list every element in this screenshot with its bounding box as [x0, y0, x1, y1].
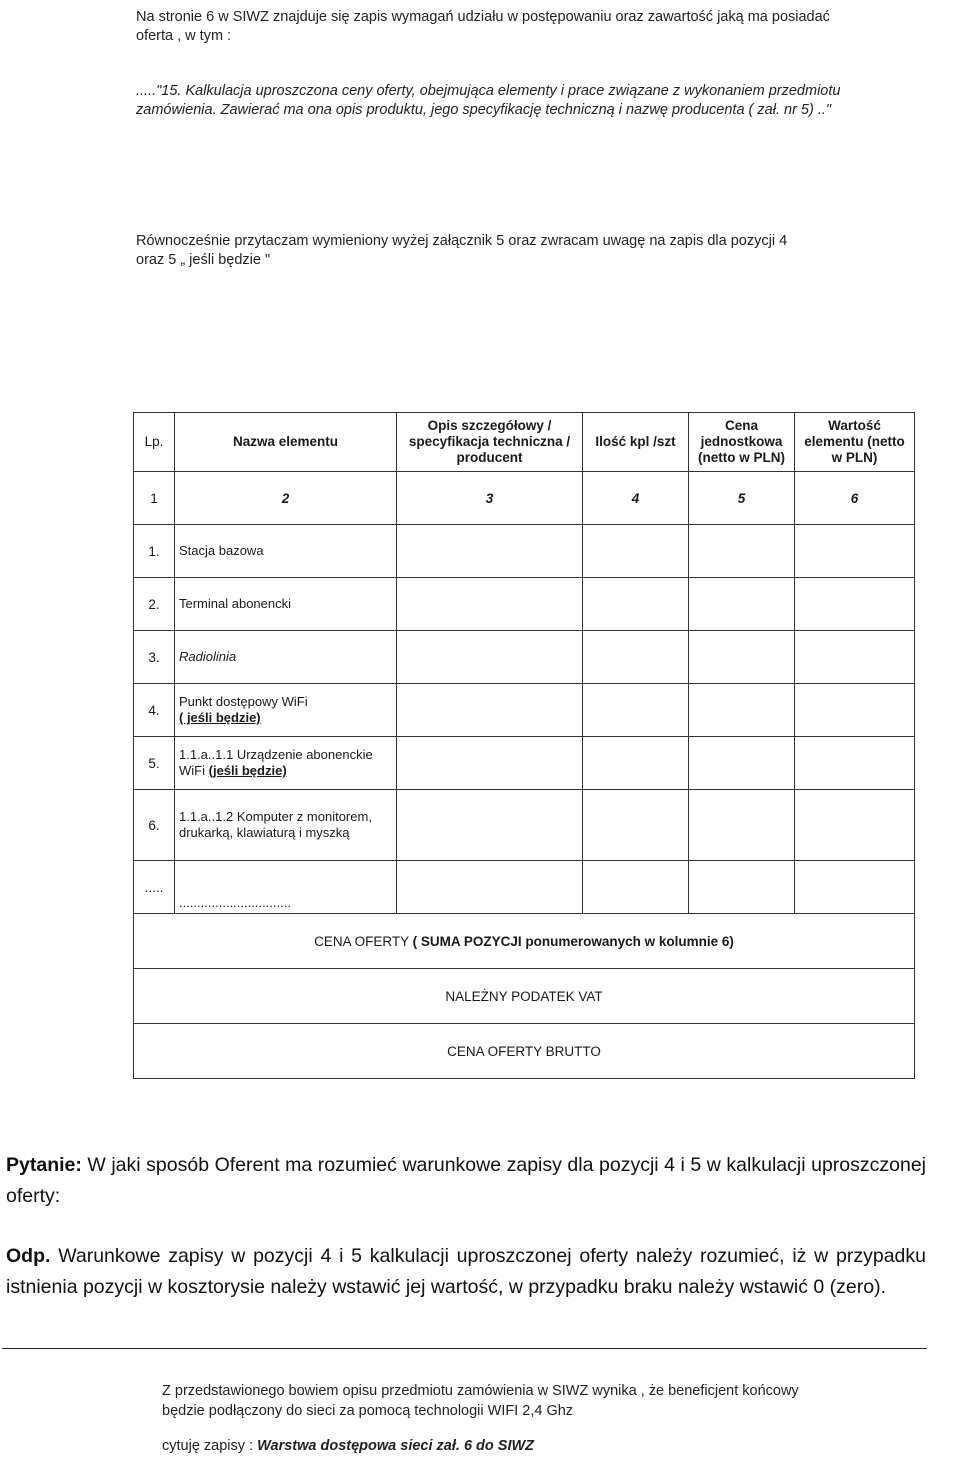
row-cell	[583, 790, 689, 861]
row-cell	[397, 631, 583, 684]
row-cell	[689, 737, 795, 790]
row-number: .....	[134, 861, 175, 914]
row-number: 2.	[134, 578, 175, 631]
row-cell	[795, 631, 915, 684]
row-number: 3.	[134, 631, 175, 684]
row-cell	[397, 790, 583, 861]
row-cell	[583, 525, 689, 578]
question-text: W jaki sposób Oferent ma rozumieć warunkowe zapisy dla pozycji 4 i 5 w kalkulacji uproszczonej oferty:	[6, 1154, 926, 1207]
row-name	[175, 790, 397, 861]
offer-total-row	[134, 914, 915, 969]
row-cell	[397, 578, 583, 631]
row-name-text: ...............................	[179, 895, 291, 910]
row-name-text: Stacja bazowa	[179, 543, 264, 558]
header-lp: Lp.	[134, 413, 175, 472]
citation-source: Warstwa dostępowa sieci zał. 6 do SIWZ	[257, 1438, 535, 1454]
row-number: 1.	[134, 525, 175, 578]
citation	[162, 1436, 762, 1456]
question-paragraph	[6, 1150, 926, 1212]
table-row	[134, 631, 915, 684]
row-number: 4.	[134, 684, 175, 737]
header-name: Nazwa elementu	[175, 413, 397, 472]
row-cell	[397, 525, 583, 578]
row-cell	[397, 861, 583, 914]
quoted-requirement: ....."15. Kalkulacja uproszczona ceny oferty, obejmująca elementy i prace związane z wykonaniem przedmiotu zamówienia. Zawierać ma ona opis produktu, jego specyfikację techniczną i nazwę producenta ( zał. nr 5) .."	[136, 83, 841, 118]
row-cell	[583, 578, 689, 631]
row-cell	[689, 578, 795, 631]
row-cell	[795, 684, 915, 737]
divider	[2, 1348, 927, 1349]
table-row	[134, 861, 915, 914]
gross-row	[134, 1024, 915, 1079]
row-cell	[689, 631, 795, 684]
table-row	[134, 525, 915, 578]
header-value: Wartość elementu (netto w PLN)	[795, 413, 915, 472]
answer-text: Warunkowe zapisy w pozycji 4 i 5 kalkulacji uproszczonej oferty należy rozumieć, iż w przypadku istnienia pozycji w kosztorysie należy wstawić jej wartość, w przypadku braku należy wstawić 0 (zero).	[6, 1245, 926, 1298]
row-cell	[795, 578, 915, 631]
header-unit-price: Cena jednostkowa (netto w PLN)	[689, 413, 795, 472]
table-header-row	[134, 413, 915, 472]
offer-total-note: ( SUMA POZYCJI ponumerowanych w kolumnie 6)	[412, 933, 734, 949]
row-name	[175, 737, 397, 790]
header-description: Opis szczegółowy / specyfikacja techniczna / producent	[397, 413, 583, 472]
row-cell	[689, 861, 795, 914]
table-row	[134, 578, 915, 631]
column-number: 2	[175, 472, 397, 525]
row-name	[175, 578, 397, 631]
conditional-note: (jeśli będzie)	[208, 763, 287, 778]
row-cell	[583, 684, 689, 737]
row-cell	[583, 861, 689, 914]
offer-total-label: CENA OFERTY	[314, 933, 413, 949]
table-row	[134, 737, 915, 790]
row-name-text: Punkt dostępowy WiFi	[179, 694, 308, 709]
attachment-note: Równocześnie przytaczam wymieniony wyżej załącznik 5 oraz zwracam uwagę na zapis dla pozycji 4 oraz 5 „ jeśli będzie "	[136, 233, 788, 268]
table-row	[134, 790, 915, 861]
conditional-note: ( jeśli będzie)	[179, 710, 261, 725]
row-cell	[689, 684, 795, 737]
row-name	[175, 861, 397, 914]
row-cell	[795, 525, 915, 578]
row-cell	[583, 631, 689, 684]
gross-label: CENA OFERTY BRUTTO	[134, 1024, 915, 1079]
column-number: 4	[583, 472, 689, 525]
answer-paragraph	[6, 1241, 926, 1303]
row-cell	[795, 790, 915, 861]
row-cell	[795, 861, 915, 914]
row-cell	[397, 684, 583, 737]
row-number: 6.	[134, 790, 175, 861]
row-cell	[583, 737, 689, 790]
row-name	[175, 525, 397, 578]
row-cell	[689, 525, 795, 578]
row-name	[175, 631, 397, 684]
row-cell	[689, 790, 795, 861]
row-cell	[795, 737, 915, 790]
wifi-note: Z przedstawionego bowiem opisu przedmiotu zamówienia w SIWZ wynika , że beneficjent końcowy będzie podłączony do sieci za pomocą technologii WIFI 2,4 Ghz	[162, 1383, 799, 1419]
offer-total-cell	[134, 914, 915, 969]
row-name-text: Radiolinia	[179, 649, 237, 664]
row-name	[175, 684, 397, 737]
row-name-text: 1.1.a..1.1 Urządzenie abonenckie WiFi	[179, 747, 373, 778]
column-number: 1	[134, 472, 175, 525]
header-quantity: Ilość kpl /szt	[583, 413, 689, 472]
row-cell	[397, 737, 583, 790]
answer-label: Odp.	[6, 1245, 51, 1267]
row-name-text: 1.1.a..1.2 Komputer z monitorem, drukarką, klawiaturą i myszką	[179, 809, 372, 840]
citation-prefix: cytuję zapisy :	[162, 1438, 254, 1454]
intro-paragraph: Na stronie 6 w SIWZ znajduje się zapis wymagań udziału w postępowaniu oraz zawartość jaką ma posiadać oferta , w tym :	[136, 9, 830, 44]
table-row	[134, 684, 915, 737]
row-number: 5.	[134, 737, 175, 790]
column-number-row	[134, 472, 915, 525]
row-name-text: Terminal abonencki	[179, 596, 292, 611]
simplified-calculation-table	[133, 412, 915, 1079]
vat-row	[134, 969, 915, 1024]
question-label: Pytanie:	[6, 1154, 82, 1176]
column-number: 5	[689, 472, 795, 525]
column-number: 6	[795, 472, 915, 525]
column-number: 3	[397, 472, 583, 525]
vat-label: NALEŻNY PODATEK VAT	[134, 969, 915, 1024]
